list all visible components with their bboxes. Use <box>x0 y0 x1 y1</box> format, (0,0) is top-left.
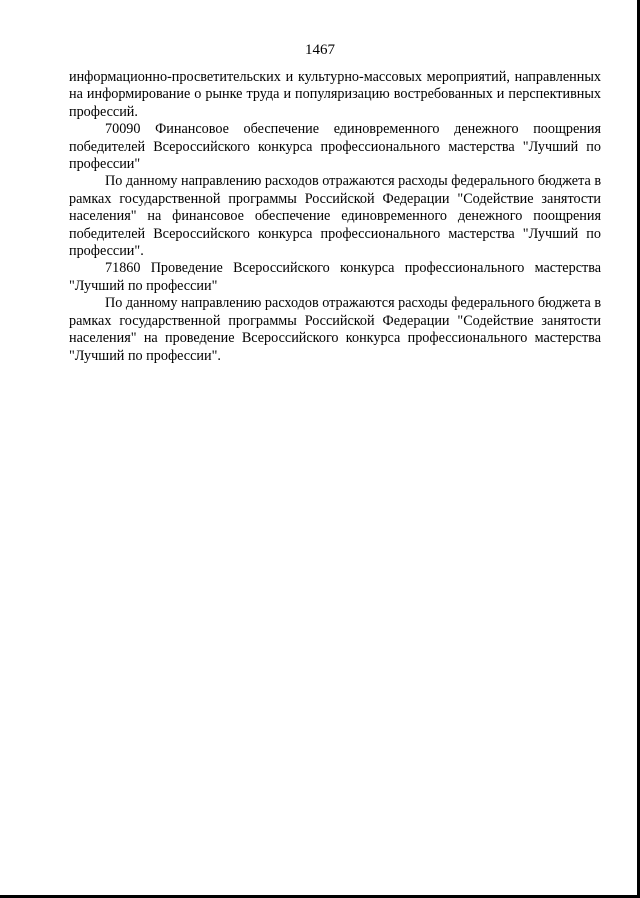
paragraph-71860-description: По данному направлению расходов отражаются расходы федерального бюджета в рамках государственной программы Российской Федерации "Содействие занятости населения" на проведение Всероссийского конкурса профессионального мастерства "Лучший по профессии". <box>69 295 602 364</box>
document-body <box>69 69 601 365</box>
paragraph-70090-description: По данному направлению расходов отражаются расходы федерального бюджета в рамках государственной программы Российской Федерации "Содействие занятости населения" на финансовое обеспечение единовременного денежного поощрения победителей Всероссийского конкурса профессионального мастерства "Лучший по профессии". <box>69 173 602 260</box>
page-number: 1467 <box>305 42 335 58</box>
heading-71860: 71860 Проведение Всероссийского конкурса профессионального мастерства "Лучший по профессии" <box>69 260 601 294</box>
heading-70090: 70090 Финансовое обеспечение единовременного денежного поощрения победителей Всероссийского конкурса профессионального мастерства "Лучший по профессии" <box>69 121 601 173</box>
paragraph-continuation: информационно-просветительских и культурно-массовых мероприятий, направленных на информирование о рынке труда и популяризацию востребованных и перспективных профессий. <box>69 69 601 120</box>
